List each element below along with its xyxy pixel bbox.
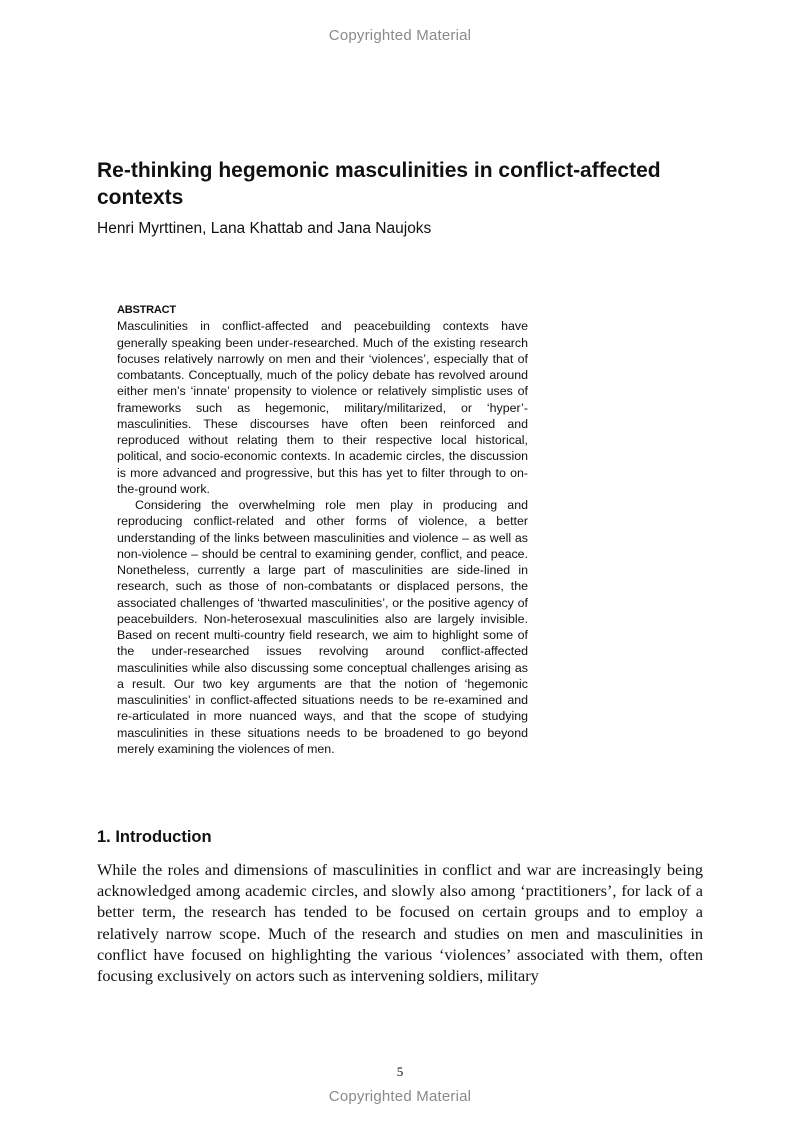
article-title: Re-thinking hegemonic masculinities in conflict-affected contexts	[97, 159, 661, 209]
article-authors: Henri Myrttinen, Lana Khattab and Jana Naujoks	[97, 220, 432, 237]
abstract-paragraph-2: Considering the overwhelming role men play in producing and reproducing conflict-related and other forms of violence, a better understanding of the links between masculinities and violence – as well as non-violence – should be central to examining gender, conflict, and peace. Nonetheless, currently a large part of masculinities are side-lined in research, such as those of non-combatants or displaced persons, the associated challenges of ‘thwarted masculinities’, or the positive agency of peacebuilders. Non-heterosexual masculinities also are largely invisible. Based on recent multi-country field research, we aim to highlight some of the under-researched issues revolving around conflict-affected masculinities while also discussing some conceptual challenges arising as a result. Our two key arguments are that the notion of ‘hegemonic masculinities’ in conflict-affected situations needs to be re-examined and re-articulated in more nuanced ways, and that the scope of studying masculinities in these situations needs to be broadened to go beyond merely examining the violences of men.	[117, 498, 528, 756]
abstract-heading: ABSTRACT	[117, 304, 176, 316]
body-paragraph: While the roles and dimensions of masculinities in conflict and war are increasingly being acknowledged among academic circles, and slowly also among ‘practitioners’, for lack of a better term, the research has tended to be focused on certain groups and to employ a relatively narrow scope. Much of the research and studies on men and masculinities in conflict have focused on highlighting the various ‘violences’ associated with them, often focusing exclusively on actors such as intervening soldiers, military	[97, 860, 703, 986]
abstract-paragraph-1: Masculinities in conflict-affected and peacebuilding contexts have generally speaking been under-researched. Much of the existing research focuses relatively narrowly on men and their ‘violences’, especially that of combatants. Conceptually, much of the policy debate has revolved around either men’s ‘innate’ propensity to violence or relatively simplistic uses of frameworks such as hegemonic, military/militarized, or ‘hyper’-masculinities. These discourses have often been reinforced and reproduced without relating them to their respective local historical, political, and socio-economic contexts. In academic circles, the discussion is more advanced and progressive, but this has yet to filter through to on-the-ground work.	[117, 319, 528, 496]
page-number: 5	[396, 1064, 404, 1079]
section-heading: 1. Introduction	[97, 828, 212, 846]
watermark-top: Copyrighted Material	[328, 27, 472, 44]
watermark-bottom: Copyrighted Material	[328, 1088, 472, 1105]
abstract-block	[117, 302, 528, 757]
